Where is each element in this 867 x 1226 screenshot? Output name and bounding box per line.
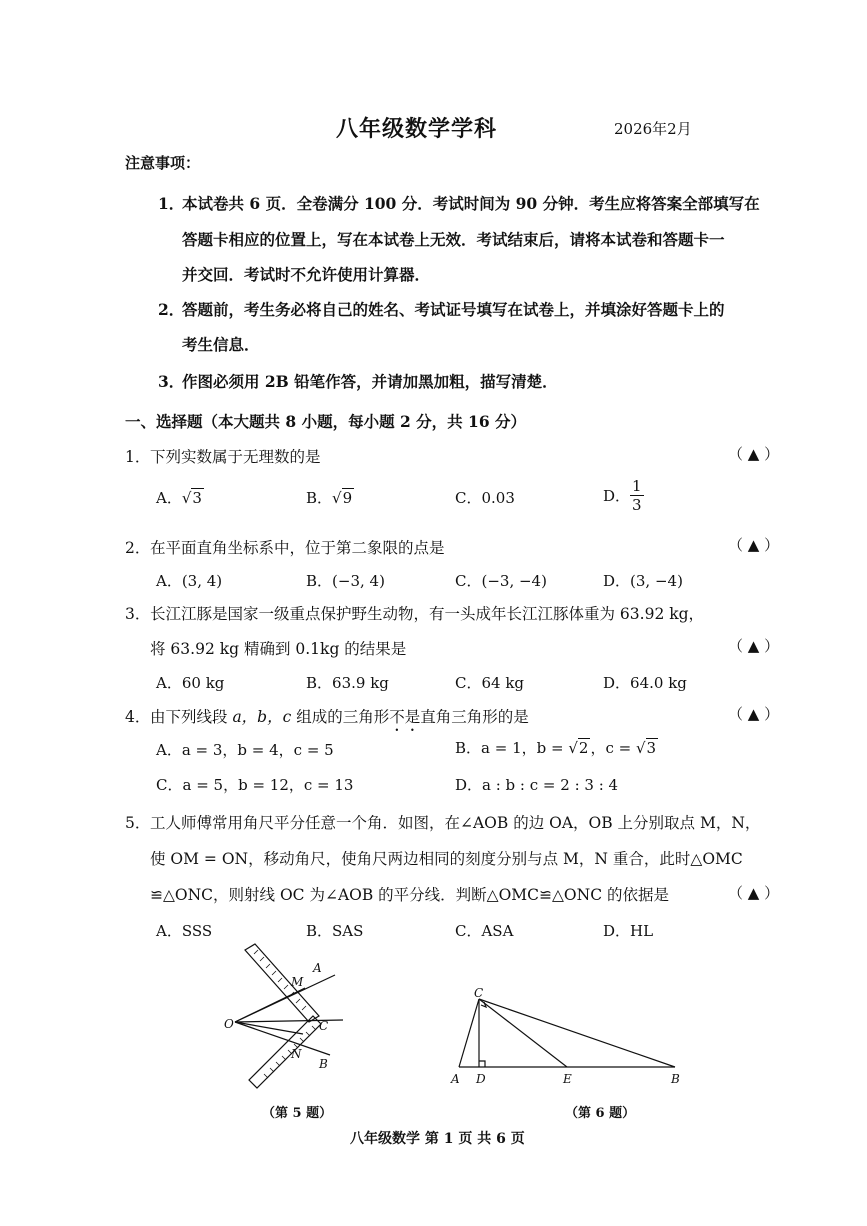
question-2-stem: 在平面直角坐标系中，位于第二象限的点是 (150, 539, 445, 557)
question-5-stem-line-2: 使 OM = ON，移动角尺，使角尺两边相同的刻度分别与点 M，N 重合，此时△OMC (150, 850, 743, 868)
question-2-answer-blank: （ ▲ ） (728, 536, 780, 554)
ruler-upper-arm (245, 944, 319, 1022)
question-3-option-d: D．64.0 kg (603, 674, 687, 692)
notice-item-1-line-1: 本试卷共 6 页．全卷满分 100 分．考试时间为 90 分钟．考生应将答案全部填写在 (182, 194, 760, 213)
question-2-option-a: A．(3, 4) (156, 572, 223, 590)
question-1-option-c: C．0.03 (455, 489, 515, 507)
question-3-stem-line-2: 将 63.92 kg 精确到 0.1kg 的结果是 (150, 640, 407, 658)
option-text: ，c = (590, 739, 636, 757)
radicand: 9 (342, 489, 353, 507)
question-5-answer-blank: （ ▲ ） (728, 884, 780, 902)
notice-item-2-line-1: 答题前，考生务必将自己的姓名、考试证号填写在试卷上，并填涂好答题卡上的 (182, 300, 725, 319)
stem-variables: a，b，c (232, 708, 292, 726)
notice-item-2-line-2: 考生信息． (182, 335, 260, 354)
question-3-number: 3． (125, 605, 151, 623)
exam-date: 2026年2月 (614, 120, 692, 138)
sqrt-symbol: √2 (568, 739, 589, 757)
question-4-option-b (455, 737, 658, 758)
option-a-label: A． (156, 489, 182, 507)
question-4-option-a: A．a = 3，b = 4，c = 5 (156, 741, 334, 759)
figure-5-caption: （第 5 题） (262, 1106, 333, 1121)
question-3-option-a: A．60 kg (156, 674, 225, 692)
label-a: A (313, 961, 322, 975)
question-1-answer-blank: （ ▲ ） (728, 445, 780, 463)
radicand: 3 (192, 489, 202, 507)
right-angle-mark-d (479, 1061, 485, 1067)
question-5-number: 5． (125, 814, 151, 832)
figure-6-caption: （第 6 题） (565, 1106, 636, 1121)
label-n: N (291, 1047, 302, 1061)
question-4-number: 4． (125, 708, 151, 726)
radicand: 2 (578, 739, 589, 757)
notice-item-1-number: 1． (158, 194, 185, 213)
sqrt-symbol: √3 (181, 489, 202, 507)
question-5-option-d: D．HL (603, 922, 654, 940)
option-text: B．a = 1，b = (455, 739, 569, 757)
label-c: C (319, 1019, 329, 1033)
label-e: E (563, 1072, 572, 1086)
fraction (630, 477, 644, 514)
page-title: 八年级数学学科 (336, 116, 498, 142)
label-m: M (291, 975, 304, 989)
emphasized-word: 不是 (389, 708, 421, 726)
question-3-stem-line-1: 长江江豚是国家一级重点保护野生动物，有一头成年长江江豚体重为 63.92 kg， (150, 605, 705, 623)
segment-cb (479, 999, 675, 1067)
notice-item-1-line-3: 并交回．考试时不允许使用计算器． (182, 265, 431, 284)
sqrt-symbol: √3 (635, 739, 657, 757)
stem-text: 直角三角形的是 (420, 708, 529, 726)
notice-item-1-line-2: 答题卡相应的位置上，写在本试卷上无效．考试结束后，请将本试卷和答题卡一 (182, 230, 725, 249)
question-1-number: 1． (125, 448, 151, 466)
notice-item-2-number: 2． (158, 300, 185, 319)
question-2-number: 2． (125, 539, 151, 557)
question-5-stem-line-1: 工人师傅常用角尺平分任意一个角．如图，在∠AOB 的边 OA，OB 上分别取点 M，N， (150, 814, 761, 832)
question-4-answer-blank: （ ▲ ） (728, 705, 780, 723)
question-1-option-a (156, 487, 204, 508)
question-1-option-d (603, 477, 644, 514)
option-b-label: B． (306, 489, 333, 507)
stem-text: 组成的三角形 (291, 708, 390, 726)
page-footer: 八年级数学 第 1 页 共 6 页 (350, 1131, 525, 1147)
label-d: D (476, 1072, 486, 1086)
label-o: O (224, 1017, 234, 1031)
segment-ac (459, 999, 479, 1067)
label-b: B (319, 1057, 328, 1071)
label-a: A (451, 1072, 460, 1086)
notice-item-3-line-1: 作图必须用 2B 铅笔作答，并请加黑加粗，描写清楚． (182, 372, 558, 391)
question-1-stem: 下列实数属于无理数的是 (150, 448, 321, 466)
question-5-option-b: B．SAS (306, 922, 364, 940)
figure-6-right-triangle-diagram (445, 985, 690, 1090)
question-2-option-d: D．(3, −4) (603, 572, 683, 590)
segment-ce (479, 999, 567, 1067)
ruler-tick-marks (254, 950, 316, 1078)
question-1-option-b (306, 487, 354, 508)
notice-item-3-number: 3． (158, 372, 185, 391)
option-d-label: D． (603, 487, 631, 505)
numerator: 1 (632, 477, 642, 495)
label-c: C (474, 986, 484, 1000)
stem-text: 由下列线段 (150, 708, 233, 726)
question-5-stem-line-3: ≌△ONC，则射线 OC 为∠AOB 的平分线．判断△OMC≌△ONC 的依据是 (150, 886, 669, 904)
question-5-option-c: C．ASA (455, 922, 514, 940)
question-2-option-c: C．(−3, −4) (455, 572, 547, 590)
figure-5-angle-ruler-diagram (215, 940, 365, 1095)
question-4-stem (150, 705, 529, 735)
question-5-option-a: A．SSS (156, 922, 213, 940)
question-3-answer-blank: （ ▲ ） (728, 637, 780, 655)
question-4-option-d: D．a : b : c = 2 : 3 : 4 (455, 776, 619, 794)
question-4-option-c: C．a = 5，b = 12，c = 13 (156, 776, 354, 794)
question-2-option-b: B．(−3, 4) (306, 572, 385, 590)
question-3-option-c: C．64 kg (455, 674, 525, 692)
section-1-title: 一、选择题（本大题共 8 小题，每小题 2 分，共 16 分） (125, 412, 527, 431)
notice-heading: 注意事项： (125, 154, 201, 172)
sqrt-symbol: √9 (332, 489, 353, 507)
ray-ob (235, 1022, 330, 1055)
denominator: 3 (632, 496, 642, 514)
label-b: B (671, 1072, 680, 1086)
question-3-option-b: B．63.9 kg (306, 674, 389, 692)
radicand: 3 (646, 739, 657, 757)
